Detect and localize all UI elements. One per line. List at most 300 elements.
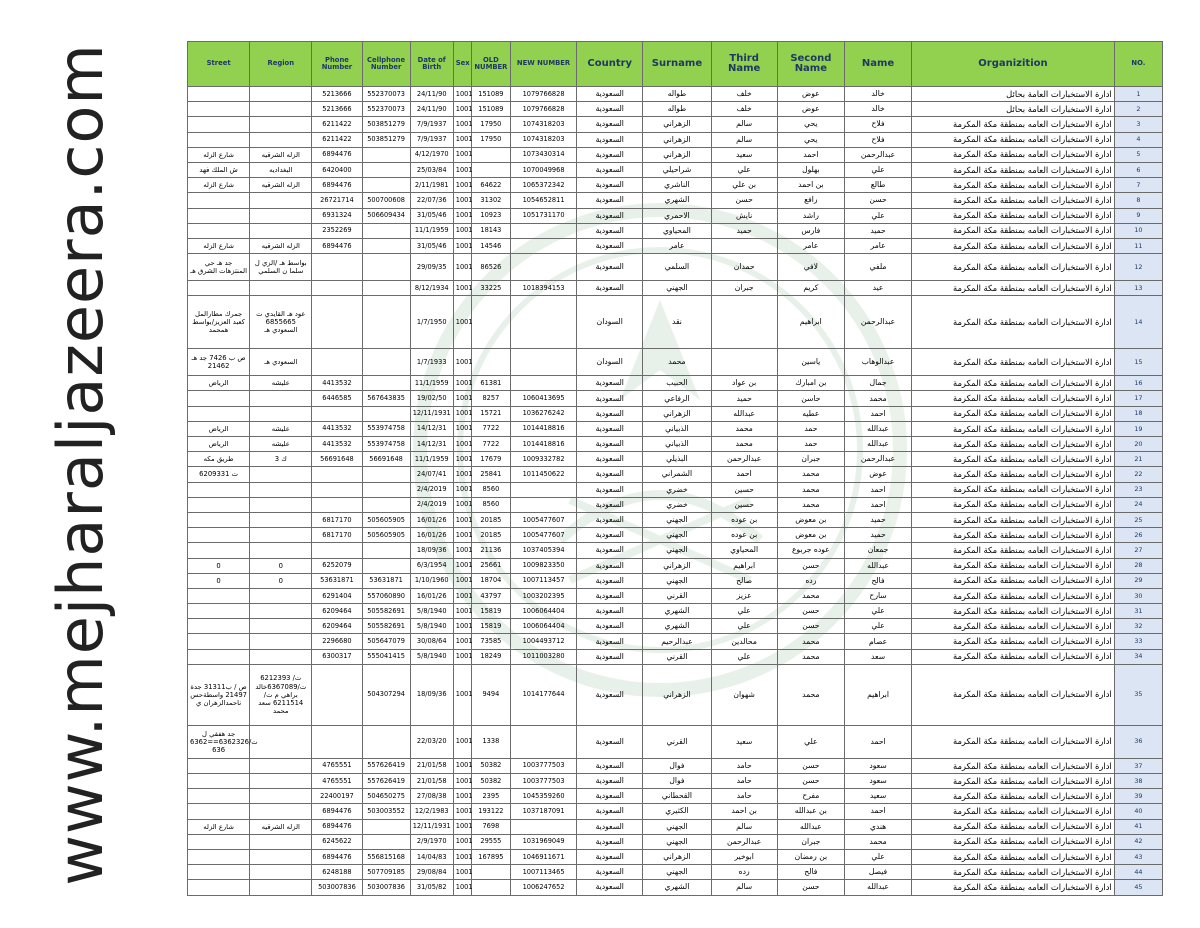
cell-country: السعودية — [577, 437, 643, 452]
cell-surname: محمد — [643, 349, 711, 376]
cell-new-number: 1073430314 — [510, 147, 576, 162]
table-row — [188, 865, 1163, 880]
cell-second-name: فارس — [777, 223, 844, 238]
cell-country: السعودية — [577, 406, 643, 421]
cell-old-number: 17950 — [471, 132, 510, 147]
cell-name: علي — [844, 849, 911, 864]
cell-third-name: محمد — [711, 437, 777, 452]
cell-country: السعودية — [577, 604, 643, 619]
cell-phone: 2296680 — [312, 634, 362, 649]
cell-region: الزله الشرقيه — [250, 147, 312, 162]
cell-old-number: 50382 — [471, 758, 510, 773]
cell-second-name: رده — [777, 573, 844, 588]
cell-country: السعودية — [577, 849, 643, 864]
cell-new-number — [510, 497, 576, 512]
cell-country: السعودية — [577, 452, 643, 467]
cell-country: السعودية — [577, 421, 643, 436]
cell-second-name: حسن — [777, 774, 844, 789]
cell-organization: ادارة الاستخبارات العامه بمنطقة مكة المكرمة — [912, 132, 1115, 147]
cell-name: حميد — [844, 528, 911, 543]
cell-organization: ادارة الاستخبارات العامه بمنطقة مكة المكرمة — [912, 849, 1115, 864]
cell-cellphone: 503003552 — [362, 804, 410, 819]
cell-region: السعودي هـ — [250, 349, 312, 376]
cell-organization: ادارة الاستخبارات العامه بمنطقة مكة المكرمة — [912, 725, 1115, 758]
cell-sex: 1001 — [453, 543, 471, 558]
cell-cellphone: 56691648 — [362, 452, 410, 467]
cell-street — [188, 849, 250, 864]
cell-region — [250, 604, 312, 619]
cell-street: شارع الزله — [188, 819, 250, 834]
cell-new-number: 1009332782 — [510, 452, 576, 467]
cell-organization: ادارة الاستخبارات العامه بمنطقة مكة المكرمة — [912, 482, 1115, 497]
cell-country: السعودية — [577, 865, 643, 880]
table-row — [188, 147, 1163, 162]
cell-organization: ادارة الاستخبارات العامه بمنطقة مكة المكرمة — [912, 558, 1115, 573]
cell-organization: ادارة الاستخبارات العامه بمنطقة مكة المكرمة — [912, 512, 1115, 527]
cell-phone: 4413532 — [312, 421, 362, 436]
cell-cellphone: 503007836 — [362, 880, 410, 895]
cell-cellphone: 557626419 — [362, 758, 410, 773]
cell-country: السعودية — [577, 223, 643, 238]
cell-name: سعود — [844, 758, 911, 773]
cell-street: جد هفقي ل ت/6362326==6362 636 — [188, 725, 250, 758]
table-row — [188, 573, 1163, 588]
cell-phone: 6894476 — [312, 178, 362, 193]
cell-old-number: 61381 — [471, 376, 510, 391]
cell-new-number: 1018394153 — [510, 281, 576, 296]
cell-name: احمد — [844, 482, 911, 497]
cell-second-name: محمد — [777, 664, 844, 725]
table-row — [188, 132, 1163, 147]
cell-country: السعودية — [577, 147, 643, 162]
cell-dob: 14/04/83 — [410, 849, 453, 864]
cell-second-name: حسن — [777, 619, 844, 634]
cell-organization: ادارة الاستخبارات العامه بمنطقة مكة المكرمة — [912, 406, 1115, 421]
cell-no: 15 — [1114, 349, 1162, 376]
cell-name: عبدالوهاب — [844, 349, 911, 376]
cell-old-number: 7722 — [471, 437, 510, 452]
cell-second-name: محمد — [777, 649, 844, 664]
cell-sex: 1001 — [453, 649, 471, 664]
cell-dob: 4/12/1970 — [410, 147, 453, 162]
cell-phone — [312, 482, 362, 497]
cell-cellphone: 503851279 — [362, 117, 410, 132]
cell-second-name: حمد — [777, 421, 844, 436]
cell-phone: 6894476 — [312, 147, 362, 162]
cell-new-number: 1070049968 — [510, 162, 576, 177]
cell-old-number: 7722 — [471, 421, 510, 436]
cell-third-name: سالم — [711, 117, 777, 132]
cell-region — [250, 117, 312, 132]
cell-name: فيصل — [844, 865, 911, 880]
cell-new-number: 1045359260 — [510, 789, 576, 804]
cell-surname: القرني — [643, 588, 711, 603]
cell-surname: الجهني — [643, 543, 711, 558]
cell-surname: الناشري — [643, 178, 711, 193]
cell-country: السودان — [577, 349, 643, 376]
cell-surname: الشمراني — [643, 467, 711, 482]
cell-phone: 6446585 — [312, 391, 362, 406]
cell-street: الرياض — [188, 437, 250, 452]
cell-street — [188, 132, 250, 147]
cell-surname: الجهني — [643, 865, 711, 880]
table-row — [188, 774, 1163, 789]
cell-new-number — [510, 819, 576, 834]
cell-name: سعود — [844, 774, 911, 789]
cell-sex: 1001 — [453, 834, 471, 849]
cell-sex: 1001 — [453, 452, 471, 467]
cell-old-number: 64622 — [471, 178, 510, 193]
cell-cellphone — [362, 543, 410, 558]
cell-sex: 1001 — [453, 482, 471, 497]
cell-old-number: 9494 — [471, 664, 510, 725]
cell-dob: 12/2/1983 — [410, 804, 453, 819]
cell-third-name: حسن — [711, 193, 777, 208]
cell-second-name: محمد — [777, 482, 844, 497]
cell-dob: 2/9/1970 — [410, 834, 453, 849]
cell-phone: 6248188 — [312, 865, 362, 880]
records-body — [188, 87, 1163, 896]
cell-no: 23 — [1114, 482, 1162, 497]
table-row — [188, 421, 1163, 436]
cell-second-name: عطيه — [777, 406, 844, 421]
cell-surname: الزهراني — [643, 558, 711, 573]
cell-country: السعودية — [577, 804, 643, 819]
cell-name: حميد — [844, 223, 911, 238]
cell-street: ص ب 7426 جد هـ 21462 — [188, 349, 250, 376]
cell-street — [188, 604, 250, 619]
cell-no: 21 — [1114, 452, 1162, 467]
table-row — [188, 558, 1163, 573]
cell-second-name: جبران — [777, 452, 844, 467]
header-organization: Organizition — [912, 42, 1115, 87]
cell-organization: ادارة الاستخبارات العامه بمنطقة مكة المكرمة — [912, 497, 1115, 512]
cell-sex: 1001 — [453, 391, 471, 406]
watermark-text: www.mejharaljazeera.com — [43, 42, 117, 886]
cell-new-number: 1006064404 — [510, 604, 576, 619]
cell-no: 17 — [1114, 391, 1162, 406]
cell-sex: 1001 — [453, 467, 471, 482]
cell-new-number — [510, 296, 576, 349]
cell-new-number: 1003777503 — [510, 758, 576, 773]
cell-country: السعودية — [577, 725, 643, 758]
cell-no: 27 — [1114, 543, 1162, 558]
cell-surname: نقد — [643, 296, 711, 349]
cell-sex: 1001 — [453, 880, 471, 895]
cell-third-name: نايش — [711, 208, 777, 223]
cell-street — [188, 391, 250, 406]
cell-second-name: محمد — [777, 467, 844, 482]
table-row — [188, 543, 1163, 558]
cell-phone: 6894476 — [312, 819, 362, 834]
cell-old-number: 15819 — [471, 619, 510, 634]
cell-no: 24 — [1114, 497, 1162, 512]
cell-phone — [312, 254, 362, 281]
table-row — [188, 804, 1163, 819]
cell-new-number: 1007113457 — [510, 573, 576, 588]
table-row — [188, 281, 1163, 296]
cell-no: 45 — [1114, 880, 1162, 895]
cell-new-number: 1014418816 — [510, 437, 576, 452]
header-surname: Surname — [643, 42, 711, 87]
cell-phone: 6894476 — [312, 804, 362, 819]
cell-no: 35 — [1114, 664, 1162, 725]
cell-no: 8 — [1114, 193, 1162, 208]
table-row — [188, 193, 1163, 208]
header-old-number: OLD NUMBER — [471, 42, 510, 87]
cell-organization: ادارة الاستخبارات العامه بمنطقة مكة المكرمة — [912, 880, 1115, 895]
cell-street — [188, 512, 250, 527]
cell-no: 31 — [1114, 604, 1162, 619]
cell-surname: الشهري — [643, 604, 711, 619]
cell-sex: 1001 — [453, 774, 471, 789]
cell-third-name: عبدالرحمن — [711, 452, 777, 467]
cell-third-name: رده — [711, 865, 777, 880]
cell-street — [188, 774, 250, 789]
header-no: NO. — [1114, 42, 1162, 87]
cell-surname: الشهري — [643, 193, 711, 208]
cell-sex: 1001 — [453, 162, 471, 177]
cell-old-number — [471, 147, 510, 162]
cell-name: علي — [844, 162, 911, 177]
cell-surname: خضري — [643, 497, 711, 512]
cell-dob: 31/05/46 — [410, 238, 453, 253]
cell-street — [188, 588, 250, 603]
cell-new-number: 1046911671 — [510, 849, 576, 864]
cell-cellphone: 553974758 — [362, 421, 410, 436]
cell-organization: ادارة الاستخبارات العامه بمنطقة مكة المكرمة — [912, 208, 1115, 223]
header-second-name: Second Name — [777, 42, 844, 87]
cell-name: علي — [844, 208, 911, 223]
cell-no: 3 — [1114, 117, 1162, 132]
cell-surname: الجهني — [643, 834, 711, 849]
cell-country: السعودية — [577, 482, 643, 497]
table-row — [188, 296, 1163, 349]
cell-cellphone — [362, 162, 410, 177]
table-row — [188, 649, 1163, 664]
cell-third-name: محالدين — [711, 634, 777, 649]
cell-second-name: حمد — [777, 437, 844, 452]
header-phone: Phone Number — [312, 42, 362, 87]
cell-organization: ادارة الاستخبارات العامه بمنطقة مكة المكرمة — [912, 604, 1115, 619]
cell-phone — [312, 406, 362, 421]
table-row — [188, 497, 1163, 512]
table-row — [188, 208, 1163, 223]
cell-region: عليشه — [250, 376, 312, 391]
cell-name: عصام — [844, 634, 911, 649]
cell-surname: طواله — [643, 102, 711, 117]
cell-organization: ادارة الاستخبارات العامة بحائل — [912, 102, 1115, 117]
cell-old-number: 17950 — [471, 117, 510, 132]
cell-second-name: ابراهيم — [777, 296, 844, 349]
cell-third-name — [711, 296, 777, 349]
table-row — [188, 437, 1163, 452]
cell-name: عبدالله — [844, 421, 911, 436]
cell-sex: 1001 — [453, 296, 471, 349]
cell-sex: 1001 — [453, 558, 471, 573]
cell-country: السعودية — [577, 588, 643, 603]
cell-old-number: 2395 — [471, 789, 510, 804]
cell-cellphone: 553974758 — [362, 437, 410, 452]
cell-surname: الزهراني — [643, 849, 711, 864]
cell-organization: ادارة الاستخبارات العامه بمنطقة مكة المكرمة — [912, 391, 1115, 406]
cell-surname: الحبيب — [643, 376, 711, 391]
cell-sex: 1001 — [453, 497, 471, 512]
cell-no: 34 — [1114, 649, 1162, 664]
cell-new-number: 1054652811 — [510, 193, 576, 208]
cell-street — [188, 649, 250, 664]
cell-phone: 6817170 — [312, 512, 362, 527]
cell-cellphone — [362, 281, 410, 296]
cell-no: 36 — [1114, 725, 1162, 758]
cell-dob: 12/11/1931 — [410, 406, 453, 421]
cell-country: السعودية — [577, 774, 643, 789]
cell-surname: الذبياني — [643, 437, 711, 452]
cell-dob: 7/9/1937 — [410, 117, 453, 132]
cell-dob: 31/05/82 — [410, 880, 453, 895]
cell-cellphone: 506609434 — [362, 208, 410, 223]
cell-phone: 6817170 — [312, 528, 362, 543]
cell-street: 0 — [188, 558, 250, 573]
cell-name: احمد — [844, 804, 911, 819]
cell-dob: 6/3/1954 — [410, 558, 453, 573]
header-third-name: Third Name — [711, 42, 777, 87]
cell-region: ك 3 — [250, 452, 312, 467]
cell-sex: 1001 — [453, 208, 471, 223]
cell-country: السعودية — [577, 467, 643, 482]
cell-phone: 2352269 — [312, 223, 362, 238]
cell-street: ص / ب31311 جدة 21497 واسطةحس ناحمدالزهران ي — [188, 664, 250, 725]
header-row — [188, 42, 1163, 87]
cell-third-name: عزيز — [711, 588, 777, 603]
cell-surname: الاحمري — [643, 208, 711, 223]
cell-region — [250, 512, 312, 527]
cell-region — [250, 588, 312, 603]
cell-dob: 5/8/1940 — [410, 604, 453, 619]
cell-cellphone: 555041415 — [362, 649, 410, 664]
cell-dob: 11/1/1959 — [410, 223, 453, 238]
cell-no: 25 — [1114, 512, 1162, 527]
cell-street — [188, 834, 250, 849]
cell-name: جمال — [844, 376, 911, 391]
cell-third-name: سالم — [711, 819, 777, 834]
cell-cellphone: 505605905 — [362, 528, 410, 543]
cell-no: 42 — [1114, 834, 1162, 849]
cell-organization: ادارة الاستخبارات العامه بمنطقة مكة المكرمة — [912, 349, 1115, 376]
cell-name: عبدالرحمن — [844, 452, 911, 467]
cell-dob: 19/02/50 — [410, 391, 453, 406]
cell-country: السعودية — [577, 281, 643, 296]
cell-cellphone — [362, 558, 410, 573]
cell-name: خالد — [844, 102, 911, 117]
cell-surname: عامر — [643, 238, 711, 253]
cell-third-name: حسين — [711, 482, 777, 497]
cell-region — [250, 880, 312, 895]
cell-new-number — [510, 482, 576, 497]
cell-name: هندي — [844, 819, 911, 834]
cell-new-number: 1005477607 — [510, 512, 576, 527]
cell-no: 10 — [1114, 223, 1162, 238]
cell-cellphone: 505647079 — [362, 634, 410, 649]
cell-third-name: بن احمد — [711, 804, 777, 819]
cell-new-number: 1031969049 — [510, 834, 576, 849]
cell-sex: 1001 — [453, 406, 471, 421]
cell-name: جمعان — [844, 543, 911, 558]
cell-old-number: 17679 — [471, 452, 510, 467]
cell-organization: ادارة الاستخبارات العامه بمنطقة مكة المكرمة — [912, 758, 1115, 773]
table-row — [188, 619, 1163, 634]
cell-no: 37 — [1114, 758, 1162, 773]
table-row — [188, 178, 1163, 193]
cell-new-number — [510, 725, 576, 758]
cell-cellphone — [362, 376, 410, 391]
header-country: Country — [577, 42, 643, 87]
cell-cellphone: 504307294 — [362, 664, 410, 725]
cell-country: السعودية — [577, 178, 643, 193]
cell-organization: ادارة الاستخبارات العامه بمنطقة مكة المكرمة — [912, 117, 1115, 132]
cell-sex: 1001 — [453, 865, 471, 880]
cell-third-name: محمد — [711, 421, 777, 436]
table-row — [188, 604, 1163, 619]
cell-sex: 1001 — [453, 789, 471, 804]
cell-cellphone — [362, 819, 410, 834]
header-sex: Sex — [453, 42, 471, 87]
cell-old-number: 21136 — [471, 543, 510, 558]
cell-name: عوض — [844, 467, 911, 482]
cell-region — [250, 281, 312, 296]
cell-surname: القحطاني — [643, 789, 711, 804]
cell-new-number: 1011003280 — [510, 649, 576, 664]
cell-second-name: حسن — [777, 880, 844, 895]
cell-new-number: 1037405394 — [510, 543, 576, 558]
table-row — [188, 819, 1163, 834]
cell-region: عليشه — [250, 437, 312, 452]
cell-surname: الزهراني — [643, 117, 711, 132]
table-row — [188, 634, 1163, 649]
cell-name: عبدالله — [844, 437, 911, 452]
cell-organization: ادارة الاستخبارات العامه بمنطقة مكة المكرمة — [912, 804, 1115, 819]
cell-no: 9 — [1114, 208, 1162, 223]
cell-organization: ادارة الاستخبارات العامه بمنطقة مكة المكرمة — [912, 254, 1115, 281]
cell-phone: 6894476 — [312, 238, 362, 253]
cell-old-number: 10923 — [471, 208, 510, 223]
cell-old-number: 15819 — [471, 604, 510, 619]
cell-old-number: 20185 — [471, 528, 510, 543]
cell-organization: ادارة الاستخبارات العامه بمنطقة مكة المكرمة — [912, 789, 1115, 804]
cell-dob: 1/10/1960 — [410, 573, 453, 588]
cell-old-number — [471, 162, 510, 177]
cell-street — [188, 528, 250, 543]
cell-old-number: 14546 — [471, 238, 510, 253]
cell-name: عيد — [844, 281, 911, 296]
cell-name: احمد — [844, 725, 911, 758]
cell-surname: الجهني — [643, 819, 711, 834]
cell-new-number: 1060413695 — [510, 391, 576, 406]
cell-cellphone — [362, 467, 410, 482]
cell-region: 0 — [250, 573, 312, 588]
cell-old-number: 151089 — [471, 87, 510, 102]
cell-surname: الكثيري — [643, 804, 711, 819]
cell-dob: 29/08/84 — [410, 865, 453, 880]
cell-name: ابراهيم — [844, 664, 911, 725]
cell-cellphone — [362, 223, 410, 238]
cell-street — [188, 497, 250, 512]
cell-new-number: 1079766828 — [510, 87, 576, 102]
cell-name: حسن — [844, 193, 911, 208]
cell-dob: 1/7/1950 — [410, 296, 453, 349]
cell-dob: 14/12/31 — [410, 421, 453, 436]
cell-sex: 1001 — [453, 223, 471, 238]
